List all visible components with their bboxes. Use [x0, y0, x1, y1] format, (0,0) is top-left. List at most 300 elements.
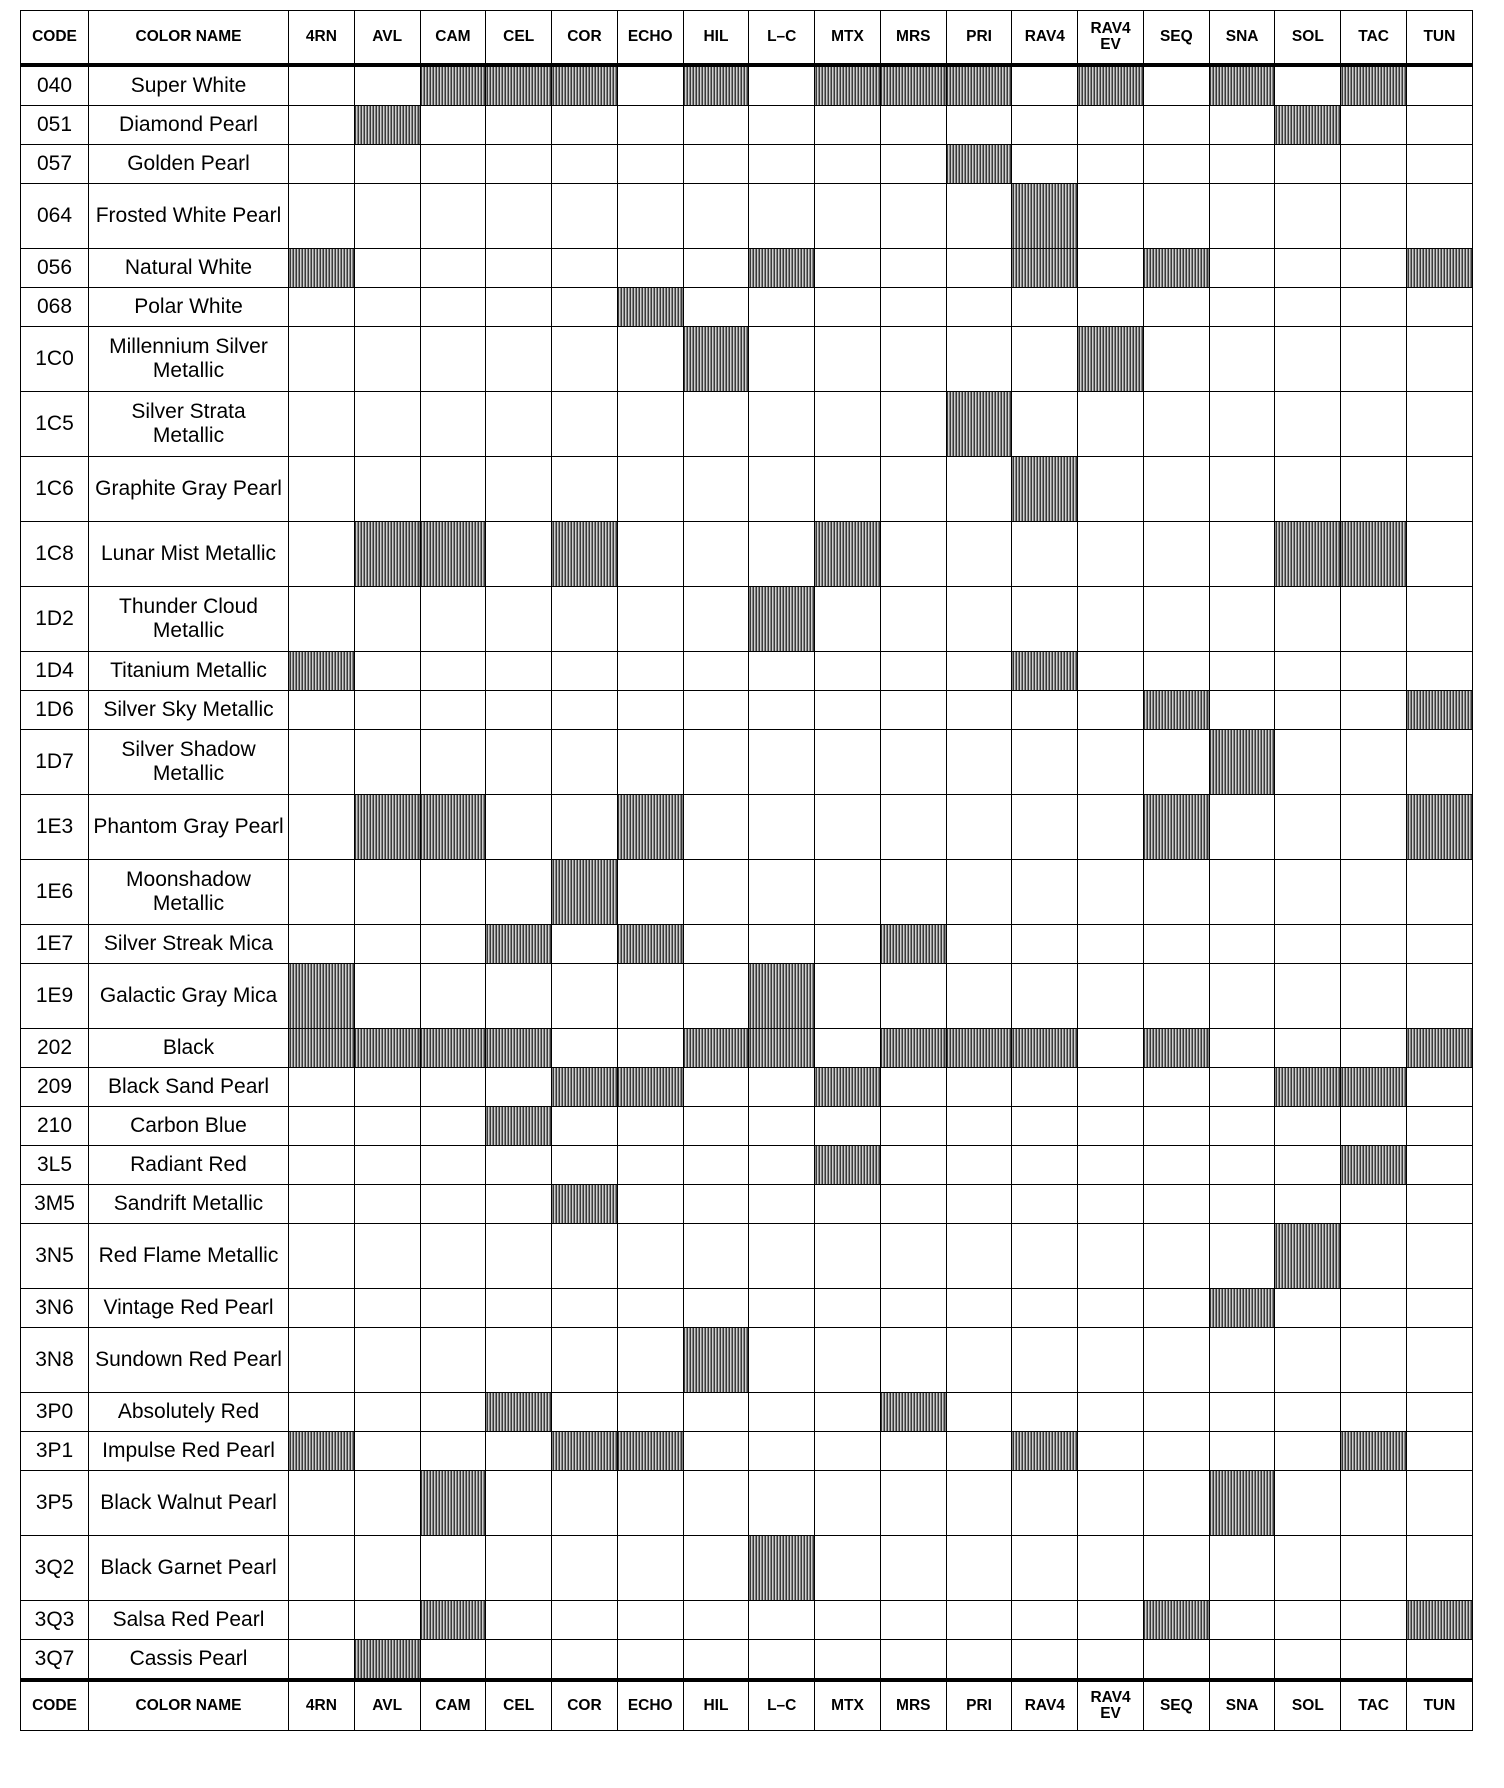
- availability-cell-empty: [420, 106, 486, 145]
- availability-cell-empty: [1078, 1289, 1144, 1328]
- availability-cell-available: [1341, 522, 1407, 587]
- model-column-header: HIL: [683, 1680, 749, 1731]
- availability-cell-empty: [749, 730, 815, 795]
- availability-cell-empty: [1407, 1224, 1473, 1289]
- availability-cell-empty: [354, 145, 420, 184]
- color-code-cell: 209: [21, 1068, 89, 1107]
- availability-cell-empty: [880, 1432, 946, 1471]
- color-code-cell: 1E9: [21, 964, 89, 1029]
- availability-cell-available: [683, 1029, 749, 1068]
- availability-cell-empty: [1407, 1146, 1473, 1185]
- availability-cell-empty: [1012, 1146, 1078, 1185]
- availability-cell-empty: [815, 249, 881, 288]
- availability-cell-empty: [1143, 65, 1209, 106]
- availability-cell-empty: [946, 1432, 1012, 1471]
- availability-cell-available: [289, 249, 355, 288]
- availability-cell-empty: [683, 1146, 749, 1185]
- color-code-cell: 051: [21, 106, 89, 145]
- availability-cell-available: [1012, 249, 1078, 288]
- availability-cell-empty: [1275, 1432, 1341, 1471]
- availability-cell-empty: [420, 691, 486, 730]
- availability-cell-empty: [354, 65, 420, 106]
- availability-cell-empty: [1012, 145, 1078, 184]
- availability-cell-empty: [420, 1328, 486, 1393]
- availability-cell-empty: [1275, 1185, 1341, 1224]
- availability-cell-empty: [617, 860, 683, 925]
- availability-cell-empty: [1341, 925, 1407, 964]
- availability-cell-empty: [1341, 184, 1407, 249]
- table-row: [21, 1601, 1473, 1640]
- availability-cell-empty: [1078, 392, 1144, 457]
- availability-cell-empty: [486, 457, 552, 522]
- color-name-cell: Thunder Cloud Metallic: [89, 587, 289, 652]
- table-row: [21, 587, 1473, 652]
- availability-cell-empty: [552, 652, 618, 691]
- availability-cell-empty: [946, 652, 1012, 691]
- availability-cell-empty: [354, 860, 420, 925]
- availability-cell-empty: [749, 522, 815, 587]
- availability-cell-empty: [946, 1185, 1012, 1224]
- availability-cell-empty: [420, 249, 486, 288]
- availability-cell-empty: [880, 1068, 946, 1107]
- table-row: [21, 1029, 1473, 1068]
- availability-cell-empty: [1275, 587, 1341, 652]
- availability-cell-available: [1407, 691, 1473, 730]
- color-name-cell: Absolutely Red: [89, 1393, 289, 1432]
- availability-cell-empty: [815, 730, 881, 795]
- color-name-cell: Phantom Gray Pearl: [89, 795, 289, 860]
- availability-cell-empty: [1275, 145, 1341, 184]
- table-row: [21, 1432, 1473, 1471]
- color-name-cell: Titanium Metallic: [89, 652, 289, 691]
- availability-cell-empty: [486, 964, 552, 1029]
- availability-cell-empty: [683, 925, 749, 964]
- color-code-cell: 056: [21, 249, 89, 288]
- availability-cell-empty: [1407, 860, 1473, 925]
- availability-cell-empty: [486, 1432, 552, 1471]
- availability-cell-available: [420, 65, 486, 106]
- availability-cell-empty: [815, 327, 881, 392]
- availability-cell-empty: [815, 1471, 881, 1536]
- availability-cell-empty: [289, 860, 355, 925]
- table-row: [21, 392, 1473, 457]
- table-row: [21, 652, 1473, 691]
- availability-cell-empty: [815, 1224, 881, 1289]
- availability-cell-empty: [880, 691, 946, 730]
- availability-cell-empty: [1078, 1185, 1144, 1224]
- availability-cell-empty: [683, 1536, 749, 1601]
- availability-cell-empty: [1341, 1536, 1407, 1601]
- availability-cell-empty: [1078, 964, 1144, 1029]
- availability-cell-empty: [1341, 860, 1407, 925]
- availability-cell-empty: [749, 1471, 815, 1536]
- availability-cell-empty: [749, 1068, 815, 1107]
- table-row: [21, 691, 1473, 730]
- availability-cell-empty: [683, 1640, 749, 1681]
- availability-cell-empty: [749, 691, 815, 730]
- availability-cell-empty: [1012, 1536, 1078, 1601]
- availability-cell-empty: [1012, 860, 1078, 925]
- table-row: [21, 1328, 1473, 1393]
- availability-cell-empty: [1012, 106, 1078, 145]
- availability-cell-empty: [880, 1289, 946, 1328]
- color-code-cell: 1C8: [21, 522, 89, 587]
- model-column-header: RAV4 EV: [1078, 1680, 1144, 1731]
- availability-cell-empty: [1407, 522, 1473, 587]
- availability-cell-empty: [1012, 1289, 1078, 1328]
- availability-cell-available: [1407, 1029, 1473, 1068]
- availability-cell-empty: [1407, 145, 1473, 184]
- availability-cell-empty: [1143, 860, 1209, 925]
- availability-cell-empty: [1143, 145, 1209, 184]
- model-column-header: SEQ: [1143, 1680, 1209, 1731]
- availability-cell-empty: [1209, 1328, 1275, 1393]
- availability-cell-empty: [1341, 1471, 1407, 1536]
- color-code-cell: 3P0: [21, 1393, 89, 1432]
- availability-cell-empty: [552, 1601, 618, 1640]
- availability-cell-empty: [354, 249, 420, 288]
- table-row: [21, 457, 1473, 522]
- availability-cell-empty: [420, 1146, 486, 1185]
- availability-cell-empty: [749, 392, 815, 457]
- availability-cell-empty: [617, 457, 683, 522]
- model-column-header: L–C: [749, 11, 815, 66]
- availability-cell-available: [552, 1185, 618, 1224]
- availability-cell-empty: [1143, 925, 1209, 964]
- availability-cell-available: [354, 1640, 420, 1681]
- availability-cell-empty: [946, 249, 1012, 288]
- color-code-cell: 1C0: [21, 327, 89, 392]
- availability-cell-empty: [486, 1068, 552, 1107]
- availability-cell-empty: [1275, 327, 1341, 392]
- model-column-header: RAV4: [1012, 11, 1078, 66]
- table-row: [21, 925, 1473, 964]
- availability-cell-empty: [289, 730, 355, 795]
- availability-cell-empty: [683, 1471, 749, 1536]
- availability-cell-empty: [880, 1328, 946, 1393]
- availability-cell-empty: [354, 1068, 420, 1107]
- availability-cell-empty: [946, 730, 1012, 795]
- availability-cell-empty: [1341, 145, 1407, 184]
- availability-cell-available: [420, 1029, 486, 1068]
- availability-cell-empty: [1275, 964, 1341, 1029]
- availability-cell-empty: [1341, 730, 1407, 795]
- availability-cell-empty: [1012, 1107, 1078, 1146]
- availability-cell-empty: [1275, 1471, 1341, 1536]
- availability-cell-available: [1275, 522, 1341, 587]
- availability-cell-empty: [552, 964, 618, 1029]
- availability-cell-empty: [815, 1107, 881, 1146]
- availability-cell-empty: [486, 1601, 552, 1640]
- availability-cell-empty: [1407, 1432, 1473, 1471]
- availability-cell-empty: [354, 587, 420, 652]
- availability-cell-empty: [1209, 249, 1275, 288]
- availability-cell-empty: [617, 1289, 683, 1328]
- availability-cell-empty: [1341, 1289, 1407, 1328]
- availability-cell-empty: [289, 145, 355, 184]
- availability-cell-empty: [1078, 1029, 1144, 1068]
- availability-cell-empty: [617, 1471, 683, 1536]
- availability-cell-empty: [749, 1146, 815, 1185]
- table-row: [21, 1536, 1473, 1601]
- availability-cell-empty: [815, 457, 881, 522]
- availability-cell-empty: [1341, 1029, 1407, 1068]
- availability-cell-empty: [683, 652, 749, 691]
- availability-cell-empty: [289, 925, 355, 964]
- color-code-cell: 3N8: [21, 1328, 89, 1393]
- model-column-header: MRS: [880, 11, 946, 66]
- availability-cell-empty: [815, 1289, 881, 1328]
- availability-cell-empty: [946, 457, 1012, 522]
- availability-cell-empty: [1341, 288, 1407, 327]
- availability-cell-empty: [1209, 1640, 1275, 1681]
- availability-cell-available: [1275, 1068, 1341, 1107]
- availability-cell-empty: [354, 1536, 420, 1601]
- model-column-header: MTX: [815, 1680, 881, 1731]
- availability-cell-empty: [1143, 652, 1209, 691]
- availability-cell-empty: [1012, 795, 1078, 860]
- color-code-cell: 1E3: [21, 795, 89, 860]
- availability-cell-empty: [289, 1471, 355, 1536]
- availability-cell-available: [1275, 1224, 1341, 1289]
- availability-cell-empty: [880, 795, 946, 860]
- availability-cell-empty: [289, 1601, 355, 1640]
- availability-cell-empty: [289, 184, 355, 249]
- availability-cell-empty: [815, 925, 881, 964]
- availability-cell-empty: [617, 1146, 683, 1185]
- availability-cell-empty: [1143, 1432, 1209, 1471]
- availability-cell-empty: [749, 1393, 815, 1432]
- availability-cell-empty: [1143, 730, 1209, 795]
- availability-cell-empty: [1275, 65, 1341, 106]
- availability-cell-empty: [552, 457, 618, 522]
- availability-cell-empty: [617, 964, 683, 1029]
- availability-cell-empty: [1341, 1601, 1407, 1640]
- availability-cell-empty: [1012, 392, 1078, 457]
- availability-cell-empty: [1078, 457, 1144, 522]
- model-column-header: MTX: [815, 11, 881, 66]
- availability-cell-empty: [749, 1224, 815, 1289]
- availability-cell-available: [617, 795, 683, 860]
- availability-cell-empty: [1012, 964, 1078, 1029]
- availability-cell-empty: [1209, 522, 1275, 587]
- availability-cell-empty: [1143, 964, 1209, 1029]
- availability-cell-empty: [486, 652, 552, 691]
- availability-cell-available: [1209, 65, 1275, 106]
- availability-cell-empty: [552, 1640, 618, 1681]
- table-body: [21, 65, 1473, 1680]
- availability-cell-empty: [1078, 1393, 1144, 1432]
- availability-cell-empty: [1407, 925, 1473, 964]
- availability-cell-available: [486, 65, 552, 106]
- availability-cell-empty: [1078, 1224, 1144, 1289]
- availability-cell-available: [683, 1328, 749, 1393]
- availability-cell-available: [354, 106, 420, 145]
- color-code-cell: 1C5: [21, 392, 89, 457]
- color-code-cell: 202: [21, 1029, 89, 1068]
- color-code-cell: 040: [21, 65, 89, 106]
- availability-cell-empty: [880, 730, 946, 795]
- availability-cell-available: [1209, 1289, 1275, 1328]
- availability-cell-empty: [683, 1185, 749, 1224]
- color-code-cell: 3Q3: [21, 1601, 89, 1640]
- availability-cell-available: [1407, 249, 1473, 288]
- availability-cell-empty: [683, 392, 749, 457]
- color-code-cell: 3N6: [21, 1289, 89, 1328]
- availability-cell-empty: [420, 1107, 486, 1146]
- availability-cell-empty: [1341, 1640, 1407, 1681]
- availability-cell-empty: [683, 1107, 749, 1146]
- color-code-cell: 1D2: [21, 587, 89, 652]
- availability-cell-empty: [1275, 288, 1341, 327]
- availability-cell-empty: [1209, 1107, 1275, 1146]
- availability-cell-empty: [815, 860, 881, 925]
- availability-cell-empty: [880, 587, 946, 652]
- availability-cell-empty: [683, 1068, 749, 1107]
- availability-cell-available: [552, 522, 618, 587]
- model-column-header: TAC: [1341, 1680, 1407, 1731]
- availability-cell-empty: [289, 457, 355, 522]
- availability-cell-empty: [1275, 1107, 1341, 1146]
- availability-cell-available: [1341, 1432, 1407, 1471]
- availability-cell-empty: [354, 1328, 420, 1393]
- availability-cell-empty: [815, 1185, 881, 1224]
- table-row: [21, 1185, 1473, 1224]
- availability-cell-empty: [289, 587, 355, 652]
- availability-cell-empty: [1275, 457, 1341, 522]
- availability-cell-empty: [880, 145, 946, 184]
- availability-cell-empty: [1407, 288, 1473, 327]
- availability-cell-empty: [1407, 184, 1473, 249]
- availability-cell-empty: [683, 145, 749, 184]
- model-column-header: COR: [552, 1680, 618, 1731]
- color-code-cell: 3N5: [21, 1224, 89, 1289]
- availability-cell-empty: [683, 587, 749, 652]
- color-name-cell: Black: [89, 1029, 289, 1068]
- model-column-header: 4RN: [289, 11, 355, 66]
- availability-cell-available: [486, 1107, 552, 1146]
- color-name-cell: Super White: [89, 65, 289, 106]
- availability-cell-empty: [1078, 145, 1144, 184]
- availability-cell-empty: [420, 587, 486, 652]
- availability-cell-empty: [420, 1068, 486, 1107]
- availability-cell-empty: [815, 1432, 881, 1471]
- availability-cell-empty: [1012, 1393, 1078, 1432]
- availability-cell-empty: [683, 691, 749, 730]
- availability-cell-empty: [1143, 106, 1209, 145]
- color-name-cell: Silver Strata Metallic: [89, 392, 289, 457]
- availability-cell-empty: [617, 730, 683, 795]
- availability-cell-available: [1143, 1601, 1209, 1640]
- availability-cell-empty: [1341, 1185, 1407, 1224]
- color-name-column-header: COLOR NAME: [89, 11, 289, 66]
- availability-cell-empty: [1012, 65, 1078, 106]
- availability-cell-empty: [1143, 522, 1209, 587]
- availability-cell-empty: [1209, 1601, 1275, 1640]
- availability-cell-empty: [1275, 925, 1341, 964]
- availability-cell-empty: [420, 1393, 486, 1432]
- availability-cell-available: [749, 587, 815, 652]
- availability-cell-empty: [552, 184, 618, 249]
- table-row: [21, 65, 1473, 106]
- availability-cell-empty: [1012, 1328, 1078, 1393]
- availability-cell-available: [1012, 1432, 1078, 1471]
- table-row: [21, 730, 1473, 795]
- availability-cell-empty: [354, 184, 420, 249]
- availability-cell-available: [1275, 106, 1341, 145]
- availability-cell-empty: [289, 288, 355, 327]
- availability-cell-empty: [1012, 288, 1078, 327]
- availability-cell-empty: [289, 1224, 355, 1289]
- color-name-cell: Black Sand Pearl: [89, 1068, 289, 1107]
- availability-cell-empty: [946, 1146, 1012, 1185]
- availability-cell-empty: [946, 1536, 1012, 1601]
- table-row: [21, 145, 1473, 184]
- availability-cell-empty: [749, 1289, 815, 1328]
- availability-cell-empty: [289, 1536, 355, 1601]
- availability-cell-available: [617, 1068, 683, 1107]
- table-row: [21, 249, 1473, 288]
- availability-cell-empty: [420, 184, 486, 249]
- availability-cell-empty: [552, 1536, 618, 1601]
- availability-cell-empty: [420, 327, 486, 392]
- availability-cell-empty: [880, 392, 946, 457]
- availability-cell-empty: [880, 1536, 946, 1601]
- table-row: [21, 184, 1473, 249]
- color-name-cell: Red Flame Metallic: [89, 1224, 289, 1289]
- availability-cell-empty: [552, 1393, 618, 1432]
- availability-cell-empty: [1078, 1328, 1144, 1393]
- model-column-header: AVL: [354, 11, 420, 66]
- table-row: [21, 1146, 1473, 1185]
- availability-cell-empty: [815, 145, 881, 184]
- color-code-cell: 3P5: [21, 1471, 89, 1536]
- availability-cell-empty: [552, 1029, 618, 1068]
- availability-cell-available: [749, 1536, 815, 1601]
- availability-cell-available: [420, 522, 486, 587]
- availability-cell-empty: [1143, 1185, 1209, 1224]
- color-name-cell: Moonshadow Metallic: [89, 860, 289, 925]
- availability-cell-empty: [1209, 1432, 1275, 1471]
- availability-cell-empty: [946, 1640, 1012, 1681]
- availability-cell-available: [1078, 327, 1144, 392]
- availability-cell-empty: [420, 457, 486, 522]
- availability-cell-empty: [1209, 327, 1275, 392]
- color-code-cell: 1D4: [21, 652, 89, 691]
- availability-cell-empty: [1209, 1224, 1275, 1289]
- availability-cell-empty: [946, 1328, 1012, 1393]
- availability-cell-empty: [1341, 964, 1407, 1029]
- availability-cell-empty: [1407, 1107, 1473, 1146]
- model-column-header: AVL: [354, 1680, 420, 1731]
- availability-cell-empty: [946, 1289, 1012, 1328]
- availability-cell-empty: [946, 184, 1012, 249]
- availability-cell-empty: [1341, 457, 1407, 522]
- availability-cell-empty: [1275, 860, 1341, 925]
- availability-cell-available: [486, 1029, 552, 1068]
- availability-cell-empty: [486, 1328, 552, 1393]
- availability-cell-available: [617, 925, 683, 964]
- availability-cell-empty: [1078, 249, 1144, 288]
- availability-cell-available: [1012, 184, 1078, 249]
- availability-cell-empty: [880, 184, 946, 249]
- availability-cell-available: [683, 65, 749, 106]
- availability-cell-available: [354, 795, 420, 860]
- availability-cell-empty: [617, 1029, 683, 1068]
- availability-cell-empty: [1143, 327, 1209, 392]
- availability-cell-empty: [946, 522, 1012, 587]
- availability-cell-empty: [552, 145, 618, 184]
